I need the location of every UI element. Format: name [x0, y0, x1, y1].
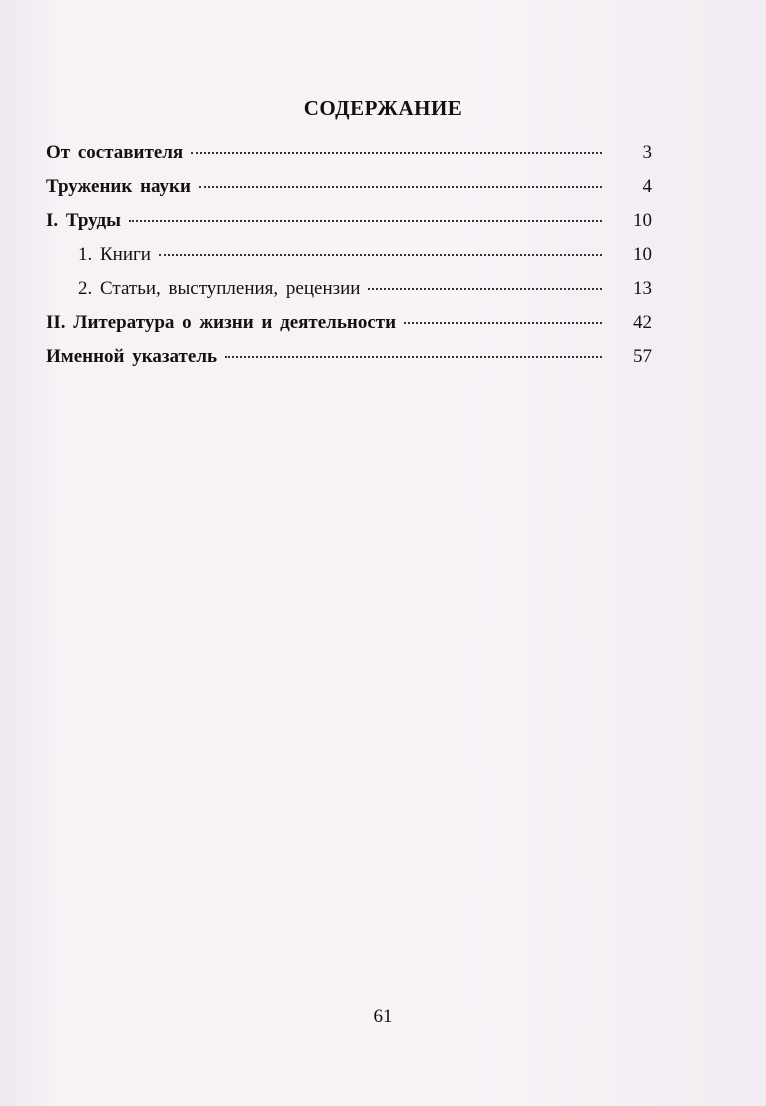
toc-entry-page: 10: [633, 210, 652, 231]
toc-subentry: [46, 278, 652, 312]
toc-entry-label: I. Труды: [46, 210, 121, 231]
page-title: СОДЕРЖАНИЕ: [303, 96, 463, 120]
toc-dot-leader: [159, 254, 602, 256]
toc-subentry: [46, 244, 652, 278]
toc-entry-label: 1. Книги: [78, 244, 151, 265]
toc-entry-page: 13: [633, 278, 652, 299]
toc-dot-leader: [191, 152, 602, 154]
table-of-contents: [46, 142, 652, 380]
toc-entry: [46, 346, 652, 380]
toc-entry-label: 2. Статьи, выступления, рецензии: [78, 278, 361, 299]
toc-dot-leader: [368, 288, 602, 290]
toc-entry-label: II. Литература о жизни и деятельности: [46, 312, 397, 333]
toc-entry: [46, 142, 652, 176]
toc-entry-page: 42: [633, 312, 652, 333]
toc-entry-page: 3: [642, 142, 652, 163]
toc-entry-label: От составителя: [46, 142, 184, 163]
page-number: 61: [373, 1006, 393, 1027]
toc-entry: [46, 176, 652, 210]
toc-entry-page: 4: [642, 176, 652, 197]
toc-dot-leader: [129, 220, 602, 222]
toc-entry-page: 57: [633, 346, 652, 367]
toc-entry: [46, 210, 652, 244]
toc-dot-leader: [404, 322, 602, 324]
toc-entry: [46, 312, 652, 346]
toc-dot-leader: [199, 186, 602, 188]
toc-entry-page: 10: [633, 244, 652, 265]
toc-dot-leader: [225, 356, 602, 358]
toc-entry-label: Именной указатель: [46, 346, 218, 367]
toc-entry-label: Труженик науки: [46, 176, 191, 197]
